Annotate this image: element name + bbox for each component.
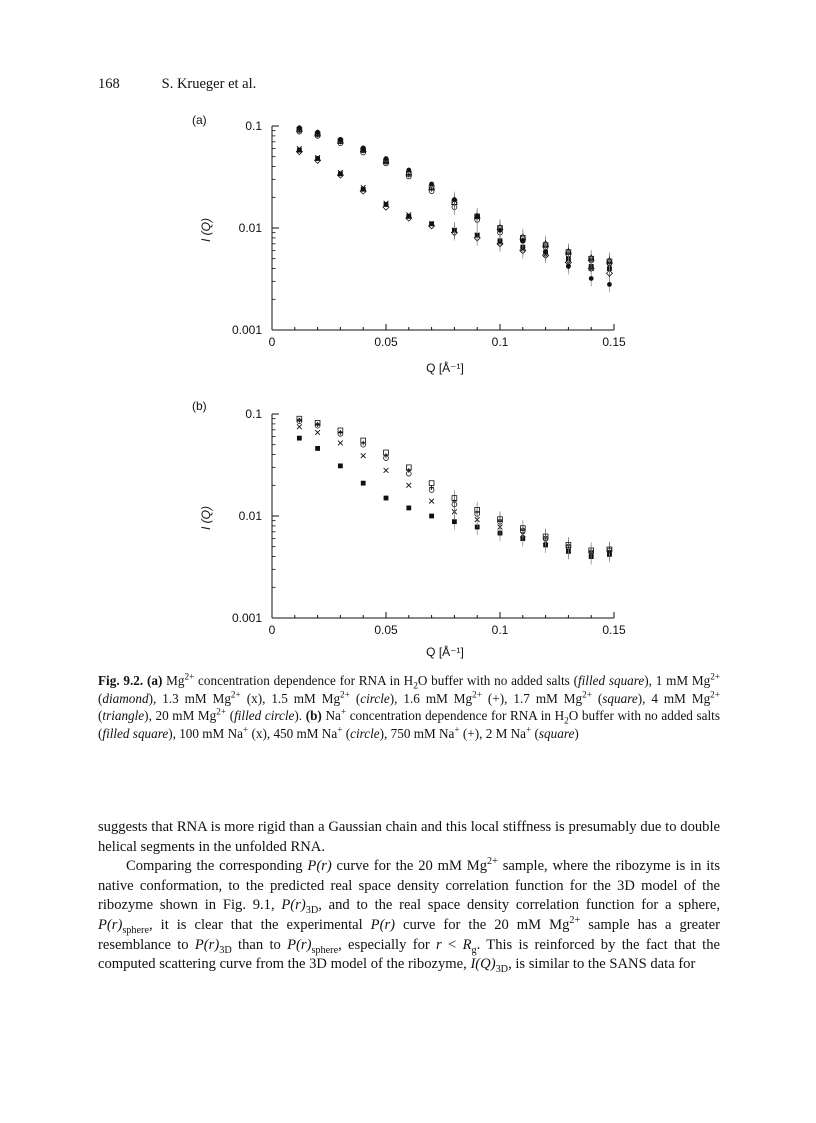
data-point-filled-circle: [452, 197, 457, 202]
data-point-plus: [315, 422, 320, 427]
data-point-filled-circle: [429, 182, 434, 187]
series-square: [297, 416, 612, 558]
data-point-filled-circle: [520, 238, 525, 243]
series-plus: [297, 418, 612, 560]
data-point-filled-square: [452, 519, 457, 524]
data-point-filled-circle: [475, 214, 480, 219]
y-tick-label: 0.1: [245, 407, 262, 421]
x-axis-label-a: Q [Å⁻¹]: [426, 361, 464, 375]
y-tick-label: 0.01: [238, 509, 262, 523]
data-point-filled-circle: [607, 282, 612, 287]
y-tick-label: 0.01: [238, 221, 262, 235]
x-axis-label-b: Q [Å⁻¹]: [426, 645, 464, 659]
data-point-filled-square: [338, 463, 343, 468]
x-tick-label: 0.05: [374, 335, 398, 349]
running-authors: S. Krueger et al.: [161, 76, 257, 92]
data-point-x: [406, 483, 411, 488]
body-text: [98, 818, 720, 975]
y-axis-label-a: I (Q): [199, 218, 213, 242]
panel-label-a: (a): [192, 113, 207, 127]
data-point-filled-circle: [589, 276, 594, 281]
data-point-filled-square: [429, 514, 434, 519]
data-point-filled-circle: [315, 130, 320, 135]
data-point-filled-circle: [297, 125, 302, 130]
x-tick-label: 0: [268, 623, 276, 637]
paragraph-1: suggests that RNA is more rigid than a Gaussian chain and this local stiffness is presumably due to double helical segments in the unfolded RNA.: [98, 819, 720, 855]
figure-panel-b: [180, 396, 640, 664]
data-point-x: [297, 424, 302, 429]
data-point-x: [429, 499, 434, 504]
data-point-filled-circle: [543, 250, 548, 255]
figure-panel-a: [180, 108, 640, 380]
caption-b: (b): [305, 708, 322, 724]
series-circle: [297, 419, 612, 561]
data-point-filled-square: [297, 436, 302, 441]
data-point-filled-square: [406, 506, 411, 511]
y-tick-label: 0.1: [245, 119, 262, 133]
data-point-plus: [297, 418, 302, 423]
chart-a-svg: [180, 108, 640, 380]
plot-frame: [272, 414, 614, 618]
y-tick-label: 0.001: [231, 323, 262, 337]
data-point-filled-circle: [498, 228, 503, 233]
running-header: [98, 76, 256, 93]
data-point-x: [315, 430, 320, 435]
chart-b-svg: [180, 396, 640, 664]
x-tick-label: 0.1: [491, 335, 509, 349]
caption-label: Fig. 9.2.: [98, 673, 144, 688]
figure-caption: Fig. 9.2. (a) $Mg^{2+}$ concentration dependence for RNA in $H_2O$ buffer with no added salts (filled square), 1 mM $Mg^{2+}$ (diamond), 1.3 mM $Mg^{2+}$ (x), 1.5 mM $Mg^{2+}$ (circle), 1.6 mM $Mg^{2+}$ (+), 1.7 mM $Mg^{2+}$ (square), 4 mM $Mg^{2+}$ (triangle), 20 mM $Mg^{2+}$ (filled circle). (b) Na+ concentration dependence for RNA in $H_2O$ buffer with no added salts (filled square), 100 mM Na+ (x), 450 mM Na+ (circle), 750 mM Na+ (+), 2 M Na+ (square): [98, 671, 721, 741]
data-point-x: [384, 468, 389, 473]
plot-frame: [272, 126, 614, 330]
page-number: 168: [98, 76, 120, 92]
y-axis-label-b: I (Q): [199, 506, 213, 530]
x-tick-label: 0.15: [602, 335, 626, 349]
data-point-plus: [338, 430, 343, 435]
data-point-plus: [384, 453, 389, 458]
x-tick-label: 0: [268, 335, 276, 349]
paragraph-2: Comparing the corresponding P(r) curve for the 20 mM $Mg^{2+}$ sample, where the ribozyme is in its native conformation, to the predicted real space density correlation function for the 3D model of the ribozyme shown in Fig. 9.1, $P(r)_{3D}$, and to the real space density correlation function for a sphere, $P(r)_{sphere}$, it is clear that the experimental P(r) curve for the 20 mM $Mg^{2+}$ sample has a greater resemblance to $P(r)_{3D}$ than to $P(r)_{sphere}$, especially for $r < R_g$. This is reinforced by the fact that the computed scattering curve from the 3D model of the ribozyme, $I(Q)_{3D}$, is similar to the SANS data for: [98, 856, 721, 976]
data-point-filled-square: [315, 446, 320, 451]
data-point-square: [429, 481, 434, 486]
data-point-filled-circle: [384, 156, 389, 161]
data-point-filled-circle: [338, 137, 343, 142]
data-point-filled-square: [361, 481, 366, 486]
caption-a: (a): [146, 673, 163, 688]
panel-label-b: (b): [192, 399, 207, 413]
x-tick-label: 0.15: [602, 623, 626, 637]
data-point-filled-circle: [566, 264, 571, 269]
data-point-x: [338, 441, 343, 446]
data-point-x: [361, 453, 366, 458]
data-point-filled-square: [384, 496, 389, 501]
y-tick-label: 0.001: [231, 611, 262, 625]
x-tick-label: 0.1: [491, 623, 509, 637]
x-tick-label: 0.05: [374, 623, 398, 637]
data-point-filled-circle: [406, 168, 411, 173]
data-point-filled-circle: [361, 145, 366, 150]
